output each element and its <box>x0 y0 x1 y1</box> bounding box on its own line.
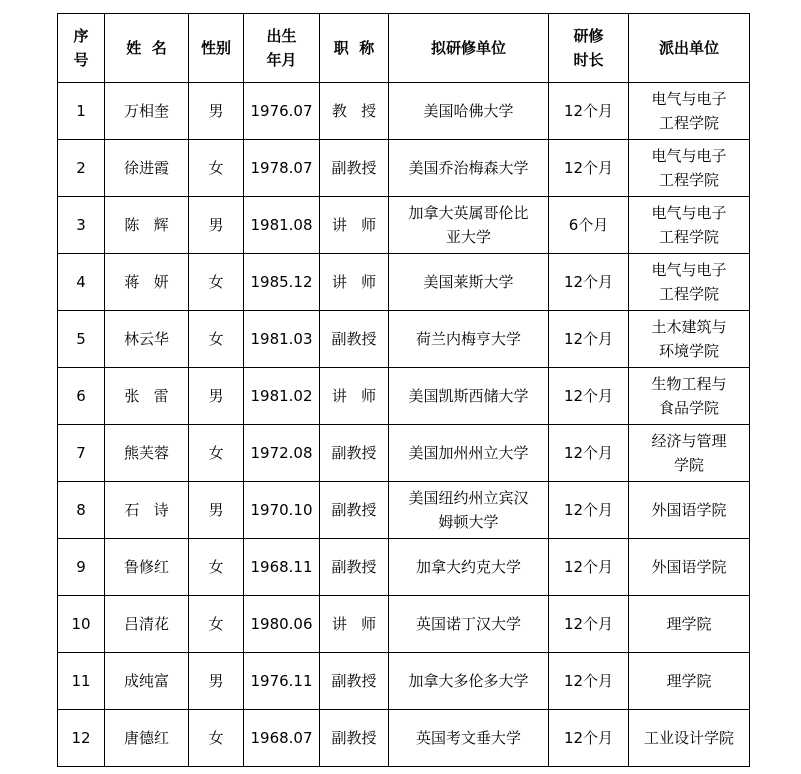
cell-no-text: 1 <box>76 102 86 120</box>
cell-no <box>58 254 105 311</box>
cell-name <box>105 653 189 710</box>
cell-name <box>105 368 189 425</box>
cell-name <box>105 83 189 140</box>
header-label-line: 研修 <box>573 27 604 45</box>
header-label-line: 派出单位 <box>658 39 719 57</box>
header-birth <box>244 14 320 83</box>
cell-gender-text: 女 <box>208 615 224 633</box>
cell-name-text: 陈 辉 <box>124 216 169 234</box>
cell-title <box>320 197 389 254</box>
cell-name <box>105 539 189 596</box>
cell-gender-text: 女 <box>208 330 224 348</box>
cell-gender <box>189 254 244 311</box>
cell-institution-line: 美国哈佛大学 <box>423 102 514 120</box>
cell-birth-text: 1968.07 <box>250 729 313 747</box>
cell-birth <box>244 368 320 425</box>
header-label-line: 姓 名 <box>126 39 167 57</box>
cell-gender-text: 女 <box>208 273 224 291</box>
cell-title <box>320 83 389 140</box>
cell-title-text: 副教授 <box>331 330 377 348</box>
cell-institution-line: 荷兰内梅亨大学 <box>415 330 521 348</box>
cell-institution <box>389 710 549 767</box>
cell-title-text: 讲 师 <box>331 216 377 234</box>
cell-duration-text: 12个月 <box>563 444 614 462</box>
cell-duration <box>549 539 629 596</box>
cell-birth-text: 1981.02 <box>250 387 313 405</box>
cell-institution-line: 加拿大英属哥伦比 <box>408 204 529 222</box>
cell-no-text: 10 <box>71 615 91 633</box>
cell-no-text: 9 <box>76 558 86 576</box>
cell-title-text: 讲 师 <box>331 615 377 633</box>
cell-institution-line: 英国考文垂大学 <box>415 729 521 747</box>
cell-name-text: 吕清花 <box>123 615 169 633</box>
cell-no-text: 6 <box>76 387 86 405</box>
cell-unit-line: 工程学院 <box>658 171 719 189</box>
cell-gender-text: 女 <box>208 444 224 462</box>
cell-duration <box>549 368 629 425</box>
cell-unit-line: 工程学院 <box>658 228 719 246</box>
cell-gender <box>189 425 244 482</box>
cell-no-text: 3 <box>76 216 86 234</box>
cell-name <box>105 254 189 311</box>
cell-institution-line: 美国纽约州立宾汉 <box>408 489 529 507</box>
cell-unit <box>629 653 750 710</box>
cell-unit-line: 工程学院 <box>658 285 719 303</box>
cell-duration-text: 12个月 <box>563 672 614 690</box>
cell-name-text: 成纯富 <box>123 672 169 690</box>
cell-unit <box>629 140 750 197</box>
cell-institution-line: 姆顿大学 <box>438 513 499 531</box>
header-label-line: 号 <box>73 51 89 69</box>
cell-no <box>58 596 105 653</box>
cell-birth <box>244 710 320 767</box>
cell-birth <box>244 539 320 596</box>
cell-name <box>105 425 189 482</box>
table-row <box>58 482 750 539</box>
cell-birth-text: 1981.08 <box>250 216 313 234</box>
cell-duration-text: 12个月 <box>563 387 614 405</box>
cell-birth <box>244 140 320 197</box>
cell-birth <box>244 197 320 254</box>
cell-title-text: 副教授 <box>331 501 377 519</box>
cell-institution <box>389 83 549 140</box>
cell-birth-text: 1970.10 <box>250 501 313 519</box>
cell-name <box>105 311 189 368</box>
cell-unit <box>629 710 750 767</box>
cell-title <box>320 596 389 653</box>
cell-unit-line: 经济与管理 <box>651 432 727 450</box>
cell-gender-text: 女 <box>208 558 224 576</box>
cell-institution <box>389 653 549 710</box>
cell-name-text: 徐进霞 <box>123 159 169 177</box>
cell-institution-line: 加拿大约克大学 <box>415 558 521 576</box>
cell-gender <box>189 197 244 254</box>
cell-institution <box>389 311 549 368</box>
cell-no-text: 11 <box>71 672 91 690</box>
cell-gender-text: 男 <box>208 102 224 120</box>
cell-title <box>320 653 389 710</box>
cell-title <box>320 539 389 596</box>
header-gender <box>189 14 244 83</box>
cell-institution <box>389 254 549 311</box>
cell-no <box>58 653 105 710</box>
cell-duration <box>549 482 629 539</box>
cell-institution <box>389 368 549 425</box>
cell-unit-line: 外国语学院 <box>651 501 727 519</box>
cell-gender-text: 女 <box>208 159 224 177</box>
cell-title-text: 副教授 <box>331 159 377 177</box>
cell-name-text: 张 雷 <box>124 387 169 405</box>
cell-birth-text: 1981.03 <box>250 330 313 348</box>
cell-duration <box>549 311 629 368</box>
cell-duration-text: 12个月 <box>563 330 614 348</box>
cell-unit-line: 理学院 <box>666 615 712 633</box>
cell-unit <box>629 596 750 653</box>
cell-gender <box>189 596 244 653</box>
cell-duration-text: 12个月 <box>563 729 614 747</box>
cell-unit <box>629 197 750 254</box>
cell-duration-text: 12个月 <box>563 558 614 576</box>
cell-title <box>320 482 389 539</box>
header-label-line: 职 称 <box>333 39 375 57</box>
cell-duration <box>549 596 629 653</box>
cell-no <box>58 425 105 482</box>
cell-unit-line: 学院 <box>673 456 704 474</box>
cell-birth-text: 1976.11 <box>250 672 313 690</box>
cell-gender <box>189 653 244 710</box>
cell-no-text: 5 <box>76 330 86 348</box>
cell-no-text: 12 <box>71 729 91 747</box>
cell-name <box>105 197 189 254</box>
cell-institution-line: 亚大学 <box>445 228 491 246</box>
cell-gender <box>189 482 244 539</box>
cell-institution <box>389 482 549 539</box>
cell-no-text: 8 <box>76 501 86 519</box>
cell-unit <box>629 83 750 140</box>
cell-no <box>58 197 105 254</box>
cell-institution <box>389 197 549 254</box>
cell-unit-line: 工业设计学院 <box>643 729 734 747</box>
table-row <box>58 710 750 767</box>
table-row <box>58 83 750 140</box>
header-title <box>320 14 389 83</box>
cell-unit <box>629 368 750 425</box>
cell-birth-text: 1978.07 <box>250 159 313 177</box>
table-row <box>58 425 750 482</box>
header-label-line: 年月 <box>266 51 297 69</box>
cell-name-text: 蒋 妍 <box>124 273 169 291</box>
cell-birth <box>244 311 320 368</box>
table-row <box>58 539 750 596</box>
cell-unit <box>629 482 750 539</box>
table-row <box>58 596 750 653</box>
cell-birth <box>244 83 320 140</box>
cell-gender-text: 男 <box>208 501 224 519</box>
cell-duration-text: 12个月 <box>563 501 614 519</box>
cell-birth-text: 1980.06 <box>250 615 313 633</box>
cell-unit-line: 电气与电子 <box>651 147 727 165</box>
cell-gender-text: 女 <box>208 729 224 747</box>
cell-no <box>58 83 105 140</box>
cell-unit <box>629 425 750 482</box>
cell-duration <box>549 653 629 710</box>
cell-unit-line: 外国语学院 <box>651 558 727 576</box>
cell-duration-text: 12个月 <box>563 615 614 633</box>
table-row <box>58 368 750 425</box>
cell-duration <box>549 254 629 311</box>
cell-title-text: 教 授 <box>331 102 377 120</box>
cell-title-text: 副教授 <box>331 672 377 690</box>
header-label-line: 序 <box>73 27 89 45</box>
cell-birth <box>244 254 320 311</box>
header-no <box>58 14 105 83</box>
cell-name-text: 熊芙蓉 <box>123 444 169 462</box>
cell-unit <box>629 311 750 368</box>
cell-name-text: 唐德红 <box>123 729 169 747</box>
cell-title <box>320 425 389 482</box>
cell-institution-line: 美国莱斯大学 <box>423 273 514 291</box>
cell-no-text: 4 <box>76 273 86 291</box>
cell-unit-line: 环境学院 <box>658 342 719 360</box>
header-institution <box>389 14 549 83</box>
cell-name <box>105 482 189 539</box>
cell-name <box>105 710 189 767</box>
cell-institution-line: 加拿大多伦多大学 <box>408 672 529 690</box>
cell-name <box>105 596 189 653</box>
cell-institution <box>389 539 549 596</box>
cell-birth <box>244 482 320 539</box>
cell-title-text: 副教授 <box>331 729 377 747</box>
cell-institution <box>389 140 549 197</box>
cell-no <box>58 539 105 596</box>
cell-gender <box>189 539 244 596</box>
cell-gender-text: 男 <box>208 387 224 405</box>
cell-gender <box>189 140 244 197</box>
cell-unit-line: 工程学院 <box>658 114 719 132</box>
header-label-line: 性别 <box>200 39 231 57</box>
cell-no <box>58 140 105 197</box>
cell-unit-line: 理学院 <box>666 672 712 690</box>
cell-gender-text: 男 <box>208 216 224 234</box>
cell-title-text: 副教授 <box>331 444 377 462</box>
cell-birth-text: 1972.08 <box>250 444 313 462</box>
cell-title-text: 讲 师 <box>331 273 377 291</box>
cell-no <box>58 311 105 368</box>
cell-duration-text: 6个月 <box>568 216 609 234</box>
cell-duration <box>549 710 629 767</box>
header-label-line: 拟研修单位 <box>430 39 506 57</box>
table-row <box>58 311 750 368</box>
cell-gender-text: 男 <box>208 672 224 690</box>
cell-birth-text: 1968.11 <box>250 558 313 576</box>
cell-institution-line: 美国凯斯西储大学 <box>408 387 529 405</box>
table-row <box>58 197 750 254</box>
cell-unit-line: 食品学院 <box>658 399 719 417</box>
cell-no <box>58 710 105 767</box>
cell-title-text: 讲 师 <box>331 387 377 405</box>
cell-birth <box>244 596 320 653</box>
cell-no <box>58 368 105 425</box>
cell-name-text: 鲁修红 <box>123 558 169 576</box>
cell-duration-text: 12个月 <box>563 159 614 177</box>
cell-institution-line: 美国乔治梅森大学 <box>408 159 529 177</box>
cell-institution-line: 英国诺丁汉大学 <box>415 615 521 633</box>
cell-unit <box>629 539 750 596</box>
cell-name-text: 林云华 <box>123 330 169 348</box>
cell-title <box>320 368 389 425</box>
cell-unit-line: 土木建筑与 <box>651 318 727 336</box>
cell-unit <box>629 254 750 311</box>
table-row <box>58 140 750 197</box>
cell-duration-text: 12个月 <box>563 273 614 291</box>
header-label-line: 时长 <box>573 51 604 69</box>
cell-name-text: 万相奎 <box>123 102 169 120</box>
cell-birth <box>244 653 320 710</box>
cell-gender <box>189 710 244 767</box>
cell-institution <box>389 425 549 482</box>
cell-no <box>58 482 105 539</box>
cell-no-text: 7 <box>76 444 86 462</box>
cell-duration <box>549 140 629 197</box>
cell-institution-line: 美国加州州立大学 <box>408 444 529 462</box>
cell-unit-line: 电气与电子 <box>651 261 727 279</box>
cell-institution <box>389 596 549 653</box>
cell-title-text: 副教授 <box>331 558 377 576</box>
cell-gender <box>189 311 244 368</box>
cell-gender <box>189 83 244 140</box>
cell-birth-text: 1985.12 <box>250 273 313 291</box>
header-unit <box>629 14 750 83</box>
header-duration <box>549 14 629 83</box>
cell-birth <box>244 425 320 482</box>
cell-no-text: 2 <box>76 159 86 177</box>
header-row <box>58 14 750 83</box>
cell-title <box>320 311 389 368</box>
cell-duration-text: 12个月 <box>563 102 614 120</box>
header-name <box>105 14 189 83</box>
cell-name-text: 石 诗 <box>124 501 169 519</box>
personnel-table <box>57 13 750 767</box>
cell-unit-line: 生物工程与 <box>651 375 727 393</box>
cell-gender <box>189 368 244 425</box>
cell-birth-text: 1976.07 <box>250 102 313 120</box>
cell-unit-line: 电气与电子 <box>651 90 727 108</box>
cell-title <box>320 140 389 197</box>
cell-name <box>105 140 189 197</box>
cell-duration <box>549 197 629 254</box>
cell-duration <box>549 425 629 482</box>
cell-duration <box>549 83 629 140</box>
header-label-line: 出生 <box>266 27 297 45</box>
table-row <box>58 653 750 710</box>
cell-title <box>320 254 389 311</box>
cell-title <box>320 710 389 767</box>
table-row <box>58 254 750 311</box>
table-body <box>58 83 750 767</box>
cell-unit-line: 电气与电子 <box>651 204 727 222</box>
